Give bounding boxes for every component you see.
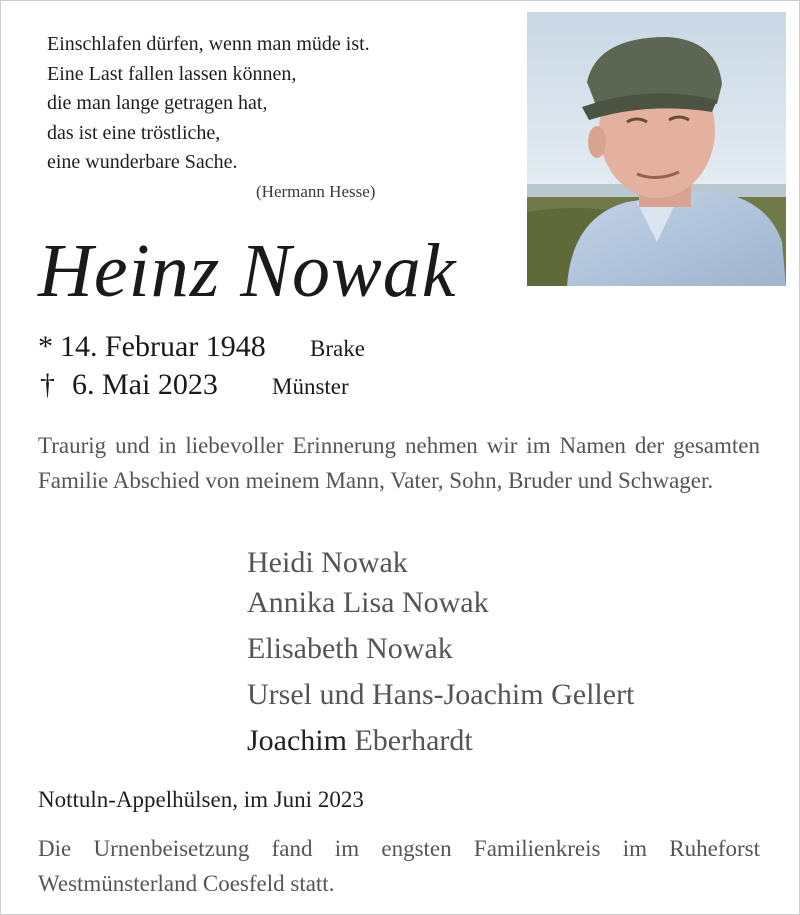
portrait-photo [527,12,786,286]
place-date: Nottuln-Appelhülsen, im Juni 2023 [38,787,364,812]
intro-text: Traurig und in liebevoller Erinnerung nehmen wir im Namen der gesamten Familie Abschied von meinem Mann, Vater, Sohn, Bruder und Schwager. [38,433,760,493]
mourner: Ursel und Hans-Joachim Gellert [247,678,635,711]
death-place: Münster [272,374,349,399]
poem-attribution: (Hermann Hesse) [256,182,376,201]
mourner [247,724,634,758]
burial-text: Die Urnenbeisetzung fand im engsten Familienkreis im Ruheforst Westmünsterland Coesfeld statt. [38,836,760,896]
birth-place: Brake [310,336,365,361]
mourners-list [247,546,634,758]
mourner: Elisabeth Nowak [247,632,453,665]
death-symbol: † [40,368,55,401]
birth-date: 14. Februar 1948 [60,330,266,363]
mourner: Heidi Nowak [247,546,408,579]
mourner: Annika Lisa Nowak [247,586,489,619]
mourner-last-name: Eberhardt [354,724,473,757]
poem-line: Einschlafen dürfen, wenn man müde ist. [47,33,370,55]
poem-line: eine wunderbare Sache. [47,151,238,173]
mourner-first-name: Joachim [247,724,347,757]
poem [47,30,370,178]
birth-symbol: * [38,330,53,363]
portrait-image [527,12,786,286]
poem-line: das ist eine tröstliche, [47,121,221,144]
death-date: 6. Mai 2023 [72,368,218,401]
deceased-name: Heinz Nowak [38,229,457,313]
poem-line: die man lange getragen hat, [47,92,268,114]
poem-line: Eine Last fallen lassen können, [47,62,297,85]
